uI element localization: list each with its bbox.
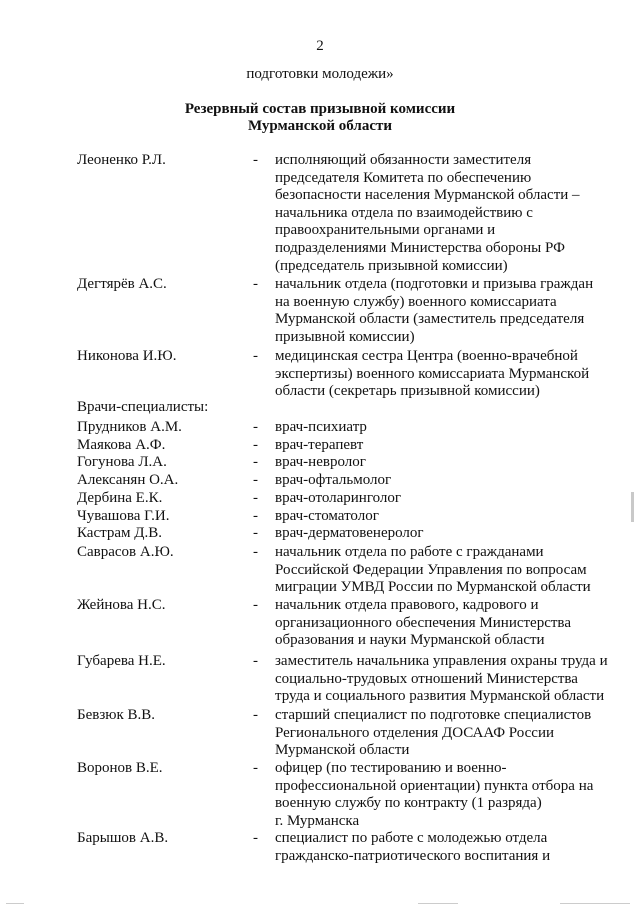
dash-separator: - — [253, 707, 258, 723]
member-name: Гогунова Л.А. — [77, 454, 167, 470]
member-name: Алексанян О.А. — [77, 472, 179, 488]
role-line: труда и социального развития Мурманской области — [275, 688, 605, 705]
dash-separator: - — [253, 653, 258, 669]
role-line: Мурманской области (заместитель председателя — [275, 311, 585, 328]
member-role — [275, 760, 610, 830]
role-line: экспертизы) военного комиссариата Мурманской — [275, 365, 590, 382]
member-role — [275, 653, 610, 706]
member-name: Саврасов А.Ю. — [77, 544, 174, 560]
member-role — [275, 454, 610, 472]
role-line: медицинская сестра Центра (военно-врачебной — [275, 348, 578, 364]
role-line: призывной комиссии) — [275, 328, 415, 345]
member-role — [275, 525, 610, 543]
member-role — [275, 544, 610, 597]
dash-separator: - — [253, 830, 258, 846]
role-line: области (секретарь призывной комиссии) — [275, 383, 540, 400]
member-role — [275, 152, 610, 275]
member-name: Губарева Н.Е. — [77, 653, 166, 669]
role-line: правоохранительными органами и — [275, 222, 496, 239]
member-role — [275, 437, 610, 455]
title-line-2: Мурманской области — [247, 118, 393, 134]
role-line: миграции УМВД России по Мурманской области — [275, 579, 591, 596]
member-name: Чувашова Г.И. — [77, 508, 170, 524]
role-line: гражданско-патриотического воспитания и — [275, 847, 551, 864]
role-line: врач-отоларинголог — [275, 490, 402, 506]
dash-separator: - — [253, 544, 258, 560]
member-role — [275, 508, 610, 526]
role-line: специалист по работе с молодежью отдела — [275, 830, 548, 846]
role-line: врач-психиатр — [275, 419, 367, 435]
role-line: врач-терапевт — [275, 437, 364, 453]
previous-section-fragment: подготовки молодежи» — [246, 66, 394, 82]
member-role — [275, 597, 610, 650]
dash-separator: - — [253, 276, 258, 292]
scan-bottom-marks — [0, 901, 640, 905]
member-role — [275, 348, 610, 401]
dash-separator: - — [253, 152, 258, 168]
member-role — [275, 830, 610, 865]
document-title — [0, 101, 640, 135]
dash-separator: - — [253, 472, 258, 488]
dash-separator: - — [253, 348, 258, 364]
role-line: военную службу по контракту (1 разряда) — [275, 795, 542, 812]
member-name: Никонова И.Ю. — [77, 348, 177, 364]
member-name: Прудников А.М. — [77, 419, 182, 435]
role-line: (председатель призывной комиссии) — [275, 257, 508, 274]
role-line: начальник отдела по работе с гражданами — [275, 544, 544, 560]
role-line: на военную службу) военного комиссариата — [275, 293, 557, 310]
role-line: врач-офтальмолог — [275, 472, 392, 488]
role-line: врач-стоматолог — [275, 508, 379, 524]
role-line: председателя Комитета по обеспечению — [275, 169, 532, 186]
member-name: Дегтярёв А.С. — [77, 276, 167, 292]
member-role — [275, 472, 610, 490]
member-role — [275, 707, 610, 760]
member-name: Леоненко Р.Л. — [77, 152, 166, 168]
member-role — [275, 490, 610, 508]
role-line: безопасности населения Мурманской области – — [275, 187, 580, 204]
dash-separator: - — [253, 454, 258, 470]
member-name: Кастрам Д.В. — [77, 525, 162, 541]
member-name: Барышов А.В. — [77, 830, 169, 846]
role-line: врач-дерматовенеролог — [275, 525, 424, 541]
role-line: начальник отдела (подготовки и призыва граждан — [275, 276, 594, 292]
role-line: начальник отдела правового, кадрового и — [275, 597, 539, 613]
member-name: Воронов В.Е. — [77, 760, 163, 776]
role-line: начальника отдела по взаимодействию с — [275, 204, 533, 221]
role-line: заместитель начальника управления охраны труда и — [275, 653, 608, 669]
role-line: врач-невролог — [275, 454, 366, 470]
role-line: Регионального отделения ДОСААФ России — [275, 724, 555, 741]
title-line-1: Резервный состав призывной комиссии — [184, 101, 456, 117]
dash-separator: - — [253, 525, 258, 541]
member-name: Маякова А.Ф. — [77, 437, 166, 453]
role-line: организационного обеспечения Министерства — [275, 614, 571, 631]
role-line: Российской Федерации Управления по вопросам — [275, 561, 587, 578]
section-label-doctors: Врачи-специалисты: — [77, 399, 209, 415]
dash-separator: - — [253, 508, 258, 524]
member-name: Дербина Е.К. — [77, 490, 163, 506]
member-role — [275, 419, 610, 437]
page-number: 2 — [316, 38, 324, 54]
role-line: подразделениями Министерства обороны РФ — [275, 239, 565, 256]
role-line: г. Мурманска — [275, 812, 360, 829]
dash-separator: - — [253, 760, 258, 776]
role-line: старший специалист по подготовке специалистов — [275, 707, 592, 723]
dash-separator: - — [253, 437, 258, 453]
role-line: исполняющий обязанности заместителя — [275, 152, 532, 168]
member-role — [275, 276, 610, 346]
member-name: Бевзюк В.В. — [77, 707, 156, 723]
member-name: Жейнова Н.С. — [77, 597, 166, 613]
role-line: образования и науки Мурманской области — [275, 632, 545, 649]
dash-separator: - — [253, 419, 258, 435]
scan-edge-mark — [631, 492, 634, 522]
role-line: профессиональной ориентации) пункта отбора на — [275, 777, 594, 794]
dash-separator: - — [253, 490, 258, 506]
role-line: офицер (по тестированию и военно- — [275, 760, 507, 776]
role-line: социально-трудовых отношений Министерства — [275, 670, 578, 687]
dash-separator: - — [253, 597, 258, 613]
role-line: Мурманской области — [275, 742, 410, 759]
